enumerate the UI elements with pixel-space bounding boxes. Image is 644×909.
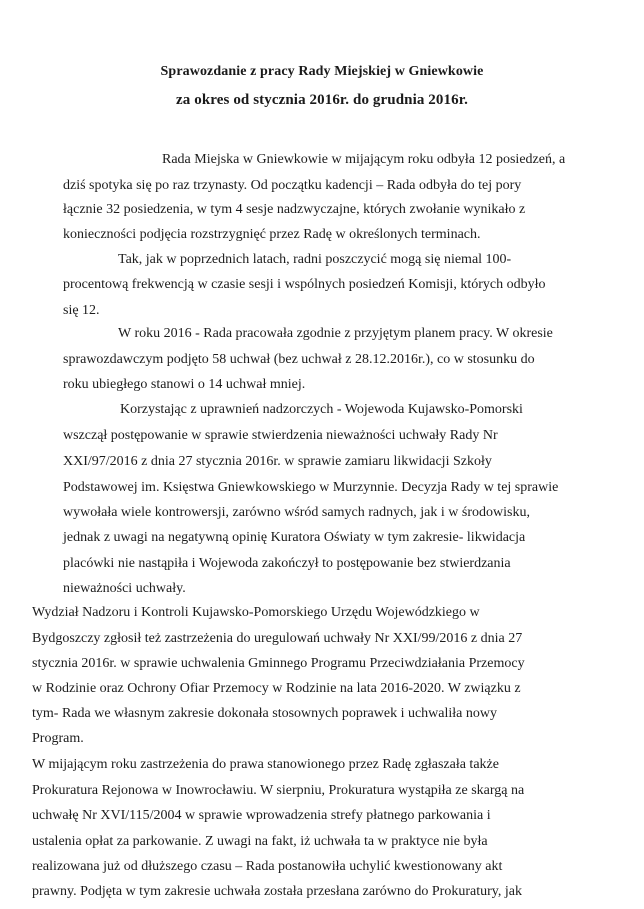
text-line: nieważności uchwały. [63, 581, 186, 596]
text-line: procentową frekwencją w czasie sesji i wspólnych posiedzeń Komisji, których odbyło [63, 277, 546, 292]
text-line: realizowana już od dłuższego czasu – Rada postanowiła uchylić kwestionowany akt [32, 859, 503, 874]
text-line: wywołała wiele kontrowersji, zarówno wśród samych radnych, jak i w środowisku, [63, 505, 530, 520]
text-line: Bydgoszczy zgłosił też zastrzeżenia do uregulowań uchwały Nr XXI/99/2016 z dnia 27 [32, 631, 523, 646]
text-line: tym- Rada we własnym zakresie dokonała stosownych poprawek i uchwaliła nowy [32, 706, 497, 721]
text-line: XXI/97/2016 z dnia 27 stycznia 2016r. w sprawie zamiaru likwidacji Szkoły [63, 454, 492, 469]
text-line: sprawozdawczym podjęto 58 uchwał (bez uchwał z 28.12.2016r.), co w stosunku do [63, 352, 535, 367]
text-line: Podstawowej im. Księstwa Gniewkowskiego w Murzynnie. Decyzja Rady w tej sprawie [63, 480, 559, 495]
text-line: stycznia 2016r. w sprawie uchwalenia Gminnego Programu Przeciwdziałania Przemocy [32, 656, 525, 671]
text-line: Prokuratura Rejonowa w Inowrocławiu. W sierpniu, Prokuratura wystąpiła ze skargą na [32, 783, 525, 798]
text-line: Korzystając z uprawnień nadzorczych - Wojewoda Kujawsko-Pomorski [120, 402, 523, 417]
text-line: placówki nie nastąpiła i Wojewoda zakończył to postępowanie bez stwierdzania [63, 556, 511, 571]
text-line: uchwałę Nr XVI/115/2004 w sprawie wprowadzenia strefy płatnego parkowania i [32, 808, 491, 823]
text-line: roku ubiegłego stanowi o 14 uchwał mniej. [63, 377, 306, 392]
text-line: Rada Miejska w Gniewkowie w mijającym roku odbyła 12 posiedzeń, a [162, 152, 566, 167]
text-line: W mijającym roku zastrzeżenia do prawa stanowionego przez Radę zgłaszała także [32, 757, 499, 772]
text-line: dziś spotyka się po raz trzynasty. Od początku kadencji – Rada odbyła do tej pory [63, 178, 522, 193]
text-line: Program. [32, 731, 84, 746]
text-line: w Rodzinie oraz Ochrony Ofiar Przemocy w Rodzinie na lata 2016-2020. W związku z [32, 681, 521, 696]
text-line: Tak, jak w poprzednich latach, radni poszczycić mogą się niemal 100- [118, 252, 512, 267]
text-line: wszczął postępowanie w sprawie stwierdzenia nieważności uchwały Rady Nr [63, 428, 498, 443]
text-line: Wydział Nadzoru i Kontroli Kujawsko-Pomorskiego Urzędu Wojewódzkiego w [32, 605, 480, 620]
text-line: jednak z uwagi na negatywną opinię Kuratora Oświaty w tym zakresie- likwidacja [63, 530, 526, 545]
document-title-line-2: za okres od stycznia 2016r. do grudnia 2016r. [176, 92, 468, 108]
document-title-line-1: Sprawozdanie z pracy Rady Miejskiej w Gniewkowie [160, 64, 484, 79]
text-line: konieczności podjęcia rozstrzygnięć przez Radę w określonych terminach. [63, 227, 481, 242]
text-line: ustalenia opłat za parkowanie. Z uwagi na fakt, iż uchwała ta w praktyce nie była [32, 834, 488, 849]
text-line: W roku 2016 - Rada pracowała zgodnie z przyjętym planem pracy. W okresie [118, 326, 553, 341]
text-line: łącznie 32 posiedzenia, w tym 4 sesje nadzwyczajne, których zwołanie wynikało z [63, 202, 526, 217]
text-line: się 12. [63, 303, 100, 318]
text-line: prawny. Podjęta w tym zakresie uchwała została przesłana zarówno do Prokuratury, jak [32, 884, 522, 899]
